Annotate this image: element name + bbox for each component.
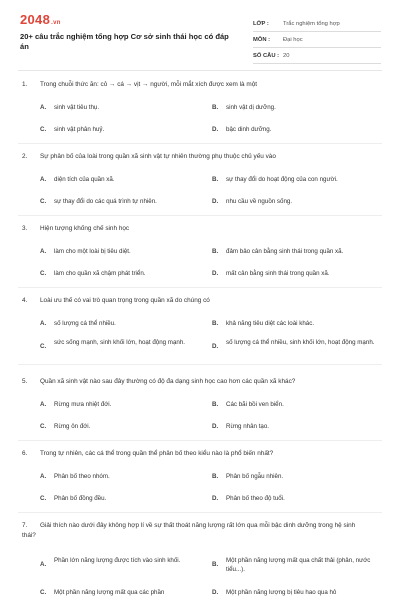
option-text: Rừng ôn đới. [54,423,91,430]
option-letter: D. [212,343,219,350]
info-label: LỚP : [253,20,269,27]
question-text [22,80,382,90]
question-divider [18,215,382,216]
option-letter: D. [212,198,219,205]
option-letter: A. [40,248,47,255]
question-text [22,296,382,306]
option-text: số lượng cá thể nhiều. [54,320,116,327]
option-text: sự thay đổi do các quá trình tự nhiên. [54,198,157,205]
question-number: 3. [22,225,28,232]
option-text: Rừng mưa nhiệt đới. [54,401,112,408]
question-text [22,377,382,387]
option-text: sinh vật dị dưỡng. [226,104,276,111]
option-letter: C. [40,589,47,596]
option-text: Rừng nhân tạo. [226,423,270,430]
option-text: sinh vật tiêu thụ. [54,104,100,111]
option-letter: B. [212,401,219,408]
question-divider [18,364,382,365]
option-text: Phần lớn năng lượng được tích vào sinh khối. [54,557,181,564]
option-text: sức sống mạnh, sinh khối lớn, hoạt động mạnh. [54,339,185,346]
logo-suffix: .vn [51,20,61,26]
option-text: Phân bố ngẫu nhiên. [226,473,284,480]
option-letter: C. [40,198,47,205]
info-value: 20 [283,52,290,59]
option-text: khả năng tiêu diệt các loài khác. [226,320,315,327]
question-text [22,152,382,162]
option-letter: A. [40,176,47,183]
question-stem: Giải thích nào dưới đây không hợp lí về sự thất thoát năng lượng rất lớn qua mỗi bậc dinh dưỡng trong hệ sinh thái? [22,522,356,539]
question-number: 2. [22,153,28,160]
option-letter: B. [212,473,219,480]
option-letter: D. [212,423,219,430]
info-value: Đại học [283,36,303,43]
question-divider [18,440,382,441]
option-text: Một phần năng lượng bị tiêu hao qua hô [226,589,337,596]
option-letter: C. [40,343,47,350]
option-text: diện tích của quần xã. [54,176,115,183]
option-text: bậc dinh dưỡng. [226,126,272,133]
info-label: MÔN : [253,36,271,43]
document-title: 20+ câu trắc nghiệm tổng hợp Cơ sở sinh thái học có đáp án [20,32,229,51]
question-divider [18,512,382,513]
option-text: đảm bảo cân bằng sinh thái trong quần xã. [226,248,344,255]
option-letter: D. [212,270,219,277]
option-letter: D. [212,126,219,133]
option-text: số lượng cá thể nhiều, sinh khối lớn, hoạt động mạnh. [226,339,375,346]
info-row-class [253,16,381,32]
question-text [22,449,382,459]
question-text [22,521,362,541]
option-text: sinh vật phân huỷ. [54,126,105,133]
option-letter: C. [40,126,47,133]
site-logo[interactable] [20,12,61,27]
option-text: Phân bố đồng đều. [54,495,107,502]
option-letter: A. [40,104,47,111]
header-divider [18,70,382,71]
option-letter: A. [40,320,47,327]
option-letter: B. [212,248,219,255]
question-number: 4. [22,297,28,304]
question-number: 6. [22,450,28,457]
page-header [0,0,400,62]
option-text: làm cho một loài bị tiêu diệt. [54,248,131,255]
option-letter: A. [40,561,47,568]
question-number: 1. [22,81,28,88]
question-stem: Sự phân bố của loài trong quần xã sinh vật tự nhiên thường phụ thuộc chủ yếu vào [40,153,276,160]
option-text: mất cân bằng sinh thái trong quần xã. [226,270,330,277]
option-text: Các bãi bồi ven biển. [226,401,284,408]
info-box [253,16,381,64]
option-text: Một phần năng lượng mất qua chất thải (phân, nước tiểu...). [226,557,371,573]
info-label: SỐ CÂU : [253,52,280,59]
question-text [22,224,382,234]
question-divider [18,143,382,144]
question-stem: Trong tự nhiên, các cá thể trong quần thể phân bố theo kiểu nào là phổ biến nhất? [40,450,274,457]
option-letter: B. [212,320,219,327]
option-text: làm cho quần xã chậm phát triển. [54,270,146,277]
option-text: Phân bố theo nhóm. [54,473,110,480]
option-letter: B. [212,104,219,111]
question-stem: Loài ưu thế có vai trò quan trọng trong quần xã do chúng có [40,297,210,304]
question-stem: Hiện tượng khống chế sinh học [40,225,130,232]
info-row-count [253,48,381,64]
question-stem: Trong chuỗi thức ăn: cỏ → cá → vịt → người, mỗi mắt xích được xem là một [40,81,258,88]
option-text: sự thay đổi do hoạt động của con người. [226,176,338,183]
option-letter: C. [40,495,47,502]
option-text: Một phần năng lượng mất qua các phần [54,589,165,596]
info-row-subject [253,32,381,48]
option-text: Phân bố theo độ tuổi. [226,495,285,502]
info-value: Trắc nghiệm tổng hợp [283,20,340,27]
logo-text: 2048 [20,12,51,27]
question-stem: Quần xã sinh vật nào sau đây thường có độ đa dạng sinh học cao hơn các quần xã khác? [40,378,296,385]
option-letter: C. [40,270,47,277]
option-letter: B. [212,561,219,568]
option-letter: A. [40,401,47,408]
question-number: 7. [22,522,28,529]
option-letter: D. [212,589,219,596]
option-letter: C. [40,423,47,430]
option-letter: A. [40,473,47,480]
option-letter: D. [212,495,219,502]
option-letter: B. [212,176,219,183]
option-text: nhu cầu về nguồn sống. [226,198,293,205]
question-number: 5. [22,378,28,385]
question-divider [18,287,382,288]
